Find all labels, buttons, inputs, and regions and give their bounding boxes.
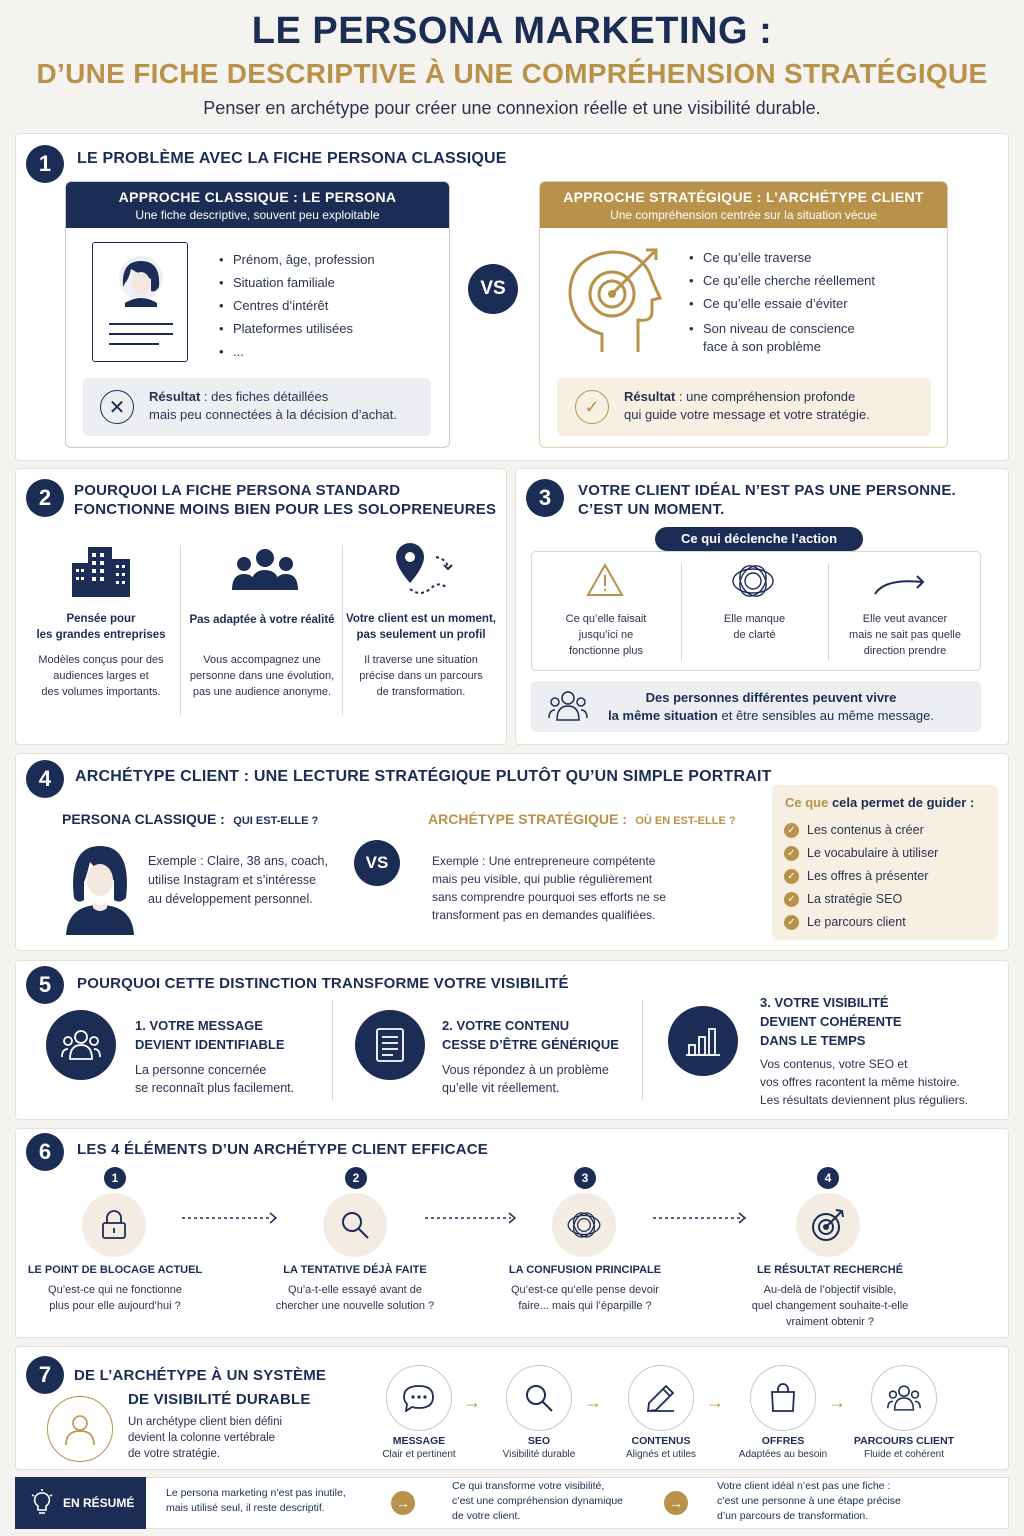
reason-col-3 <box>344 611 498 700</box>
strategic-archetype-head <box>428 811 736 829</box>
woman-avatar-icon <box>60 840 140 935</box>
step-number-badge: 3 <box>574 1167 596 1189</box>
arrow-forward-icon <box>873 572 927 598</box>
reason-col-3-head-2: pas seulement un profil <box>356 629 486 641</box>
desc-line-3: de votre stratégie. <box>128 1448 221 1460</box>
summary-col-2-line-2: c’est une compréhension dynamique <box>452 1495 624 1507</box>
profile-card-icon <box>92 242 188 362</box>
flow-label-4 <box>728 1434 838 1462</box>
list-item: • Prénom, âge, profession <box>219 248 375 271</box>
step-1-line-1: Qu’est-ce qui ne fonctionne <box>48 1284 182 1296</box>
desc-line-2: devient la colonne vertébrale <box>128 1432 276 1444</box>
tangle-icon <box>552 1193 616 1257</box>
list-item <box>784 842 938 865</box>
guide-item: Le vocabulaire à utiliser <box>807 846 939 860</box>
check-icon: ✓ <box>784 823 799 838</box>
result-bold: Résultat <box>624 389 676 404</box>
trigger-pill: Ce qui déclenche l’action <box>655 527 863 551</box>
step-4-text <box>725 1262 935 1330</box>
arrow-circle-icon: → <box>391 1491 415 1515</box>
people-outline-icon <box>871 1365 937 1431</box>
trigger-col-2 <box>683 611 826 643</box>
divider <box>828 563 829 661</box>
benefit-3-text-3: Les résultats deviennent plus réguliers. <box>760 1093 969 1107</box>
guide-item: Les contenus à créer <box>807 823 924 837</box>
section-7-number: 7 <box>26 1356 64 1394</box>
divider <box>681 563 682 661</box>
benefit-3-head-3: DANS LE TEMPS <box>760 1033 866 1048</box>
flow-arrow-icon: → <box>584 1392 602 1412</box>
classic-example <box>148 852 328 909</box>
strategic-example <box>432 852 666 924</box>
section-3-title-1: VOTRE CLIENT IDÉAL N’EST PAS UNE PERSONNE. <box>578 482 956 499</box>
flow-label-2 <box>489 1434 589 1462</box>
section-7-title-1: DE L’ARCHÉTYPE À UN SYSTÈME <box>74 1367 327 1384</box>
trigger-col-1 <box>534 611 678 659</box>
vs-badge: VS <box>354 840 400 886</box>
trigger-col-3-line-2: mais ne sait pas quelle <box>849 629 961 641</box>
page-subtitle: D’UNE FICHE DESCRIPTIVE À UNE COMPRÉHENSION STRATÉGIQUE <box>36 58 988 89</box>
benefit-2-text-2: qu’elle vit réellement. <box>442 1081 560 1095</box>
section-3-title-2: C’EST UN MOMENT. <box>578 501 725 518</box>
classic-approach-sub: Une fiche descriptive, souvent peu exploitable <box>135 208 380 222</box>
classic-persona-head <box>62 811 318 829</box>
benefit-1-head-1: 1. VOTRE MESSAGE <box>135 1018 263 1033</box>
step-3-text <box>485 1262 685 1314</box>
benefit-2-head-1: 2. VOTRE CONTENU <box>442 1018 570 1033</box>
summary-col-2-line-3: de votre client. <box>452 1510 521 1522</box>
summary-label: EN RÉSUMÉ <box>63 1496 135 1510</box>
dashed-arrow <box>182 1211 278 1223</box>
result-bold: Résultat <box>149 389 201 404</box>
x-circle-icon: ✕ <box>100 390 134 424</box>
section-5-number: 5 <box>26 966 64 1004</box>
section-6-title: LES 4 ÉLÉMENTS D’UN ARCHÉTYPE CLIENT EFFICACE <box>77 1141 488 1158</box>
result-line-1: : des fiches détaillées <box>200 389 329 404</box>
list-item: • Ce qu’elle traverse <box>689 246 875 269</box>
flow-text: Adaptées au besoin <box>738 1449 828 1460</box>
reason-col-3-text-2: précise dans un parcours <box>359 670 483 682</box>
benefit-1-text-1: La personne concernée <box>135 1063 267 1077</box>
trigger-col-3 <box>830 611 980 659</box>
strategic-approach-title: APPROCHE STRATÉGIQUE : L’ARCHÉTYPE CLIENT <box>563 189 924 205</box>
step-4-line-2: quel changement souhaite-t-elle <box>751 1300 909 1312</box>
flow-label-3 <box>611 1434 711 1462</box>
reason-col-3-head-1: Votre client est un moment, <box>346 613 496 625</box>
note-line-2: et être sensibles au même message. <box>717 708 934 723</box>
check-icon: ✓ <box>784 846 799 861</box>
strategic-approach-sub: Une compréhension centrée sur la situation vécue <box>610 208 877 222</box>
list-item: • ... <box>219 340 375 363</box>
warning-icon <box>586 563 624 597</box>
guide-title-rest: cela permet de guider : <box>828 795 975 810</box>
section-6-number: 6 <box>26 1133 64 1171</box>
benefit-2-head-2: CESSE D’ÊTRE GÉNÉRIQUE <box>442 1037 619 1052</box>
trigger-col-2-line-2: de clarté <box>733 629 776 641</box>
strategic-example-line-2: mais peu visible, qui publie régulièrement <box>432 872 653 886</box>
section-2-number: 2 <box>26 479 64 517</box>
trigger-col-1-line-1: Ce qu’elle faisait <box>565 613 647 625</box>
step-2-line-2: chercher une nouvelle solution ? <box>275 1300 435 1312</box>
classic-example-line-3: au développement personnel. <box>148 892 313 906</box>
reason-col-1-text-3: des volumes importants. <box>41 686 161 698</box>
step-1-text <box>20 1262 210 1314</box>
benefit-1-text-2: se reconnaît plus facilement. <box>135 1081 295 1095</box>
trigger-col-3-line-1: Elle veut avancer <box>862 613 948 625</box>
divider <box>342 545 343 715</box>
reason-col-2 <box>184 612 340 700</box>
reason-col-3-text-3: de transformation. <box>376 686 466 698</box>
dashed-arrow <box>425 1211 517 1223</box>
strategic-approach-list <box>689 246 875 356</box>
lock-icon <box>82 1193 146 1257</box>
strategic-example-line-4: transforment pas en demandes qualifiées. <box>432 908 656 922</box>
divider <box>180 545 181 715</box>
summary-col-2 <box>452 1479 623 1524</box>
strategic-archetype-label: ARCHÉTYPE STRATÉGIQUE : <box>428 811 627 827</box>
result-line-1: : une compréhension profonde <box>675 389 856 404</box>
list-item <box>784 819 938 842</box>
section-4-title: ARCHÉTYPE CLIENT : UNE LECTURE STRATÉGIQUE PLUTÔT QU’UN SIMPLE PORTRAIT <box>75 768 772 785</box>
tangle-icon <box>729 563 777 599</box>
map-pin-route-icon <box>392 543 454 599</box>
result-line-2: mais peu connectées à la décision d’achat. <box>149 407 397 422</box>
section-3-number: 3 <box>526 479 564 517</box>
strategic-archetype-question: OÙ EN EST-ELLE ? <box>635 815 736 827</box>
summary-col-3-line-2: c’est une personne à une étape précise <box>717 1495 901 1507</box>
benefit-3-head-1: 3. VOTRE VISIBILITÉ <box>760 995 889 1010</box>
benefit-3 <box>760 993 968 1109</box>
people-group-icon <box>46 1010 116 1080</box>
guide-box <box>772 785 998 940</box>
people-outline-icon <box>548 690 588 722</box>
step-3-line-1: Qu’est-ce qu’elle pense devoir <box>511 1284 659 1296</box>
summary-col-1 <box>166 1486 346 1516</box>
step-number-badge: 1 <box>104 1167 126 1189</box>
list-item: • Ce qu’elle essaie d’éviter <box>689 292 875 315</box>
benefit-3-head-2: DEVIENT COHÉRENTE <box>760 1014 902 1029</box>
reason-col-1 <box>24 611 178 700</box>
divider <box>332 1000 333 1100</box>
summary-col-1-line-1: Le persona marketing n’est pas inutile, <box>166 1487 346 1499</box>
step-2-head: LA TENTATIVE DÉJÀ FAITE <box>283 1264 427 1276</box>
reason-col-2-head-1: Pas adaptée à votre réalité <box>189 614 335 626</box>
benefit-2 <box>442 1016 619 1097</box>
reason-col-1-text-1: Modèles conçus pour des <box>38 654 164 666</box>
classic-approach-header <box>66 182 449 228</box>
trigger-col-2-line-1: Elle manque <box>723 613 786 625</box>
trigger-col-1-line-2: jusqu’ici ne <box>578 629 634 641</box>
summary-col-3-line-3: d’un parcours de transformation. <box>717 1510 869 1522</box>
divider <box>642 1000 643 1100</box>
step-3-line-2: faire... mais qui l’éparpille ? <box>518 1300 652 1312</box>
section-2-title-2: FONCTIONNE MOINS BIEN POUR LES SOLOPRENEURES <box>74 501 497 518</box>
result-line-2: qui guide votre message et votre stratégie. <box>624 407 870 422</box>
benefit-1-head-2: DEVIENT IDENTIFIABLE <box>135 1037 285 1052</box>
note-bold: la même situation <box>608 708 718 723</box>
guide-item: Le parcours client <box>807 915 906 929</box>
guide-box-title <box>785 795 974 810</box>
head-target-icon <box>562 242 667 357</box>
step-4-line-3: vraiment obtenir ? <box>785 1316 875 1328</box>
strategic-example-line-3: sans comprendre pourquoi ses efforts ne se <box>432 890 666 904</box>
list-item <box>784 888 938 911</box>
benefit-2-text-1: Vous répondez à un problème <box>442 1063 609 1077</box>
step-number-badge: 2 <box>345 1167 367 1189</box>
list-item: • Plateformes utilisées <box>219 317 375 340</box>
step-4-line-1: Au-delà de l’objectif visible, <box>763 1284 897 1296</box>
flow-head: CONTENUS <box>631 1435 691 1447</box>
flow-text: Alignés et utiles <box>625 1449 697 1460</box>
step-number-badge: 4 <box>817 1167 839 1189</box>
note-line-1: Des personnes différentes peuvent vivre <box>645 690 897 705</box>
classic-example-line-2: utilise Instagram et s’intéresse <box>148 873 317 887</box>
step-1-head: LE POINT DE BLOCAGE ACTUEL <box>27 1264 203 1276</box>
flow-head: PARCOURS CLIENT <box>853 1435 955 1447</box>
group-icon <box>232 548 298 592</box>
reason-col-2-text-1: Vous accompagnez une <box>203 654 321 666</box>
classic-example-line-1: Exemple : Claire, 38 ans, coach, <box>148 854 328 868</box>
page-tagline: Penser en archétype pour créer une connexion réelle et une visibilité durable. <box>203 98 821 118</box>
section-4-number: 4 <box>26 760 64 798</box>
list-item: • Situation familiale <box>219 271 375 294</box>
list-item: • Centres d’intérêt <box>219 294 375 317</box>
check-icon: ✓ <box>784 915 799 930</box>
buildings-icon <box>70 545 132 597</box>
section-7-desc <box>128 1414 282 1462</box>
desc-line-1: Un archétype client bien défini <box>128 1416 283 1428</box>
summary-col-2-line-1: Ce qui transforme votre visibilité, <box>452 1480 605 1492</box>
summary-col-3-line-1: Votre client idéal n’est pas une fiche : <box>717 1480 891 1492</box>
check-circle-icon: ✓ <box>575 390 609 424</box>
section-1-title: LE PROBLÈME AVEC LA FICHE PERSONA CLASSIQUE <box>77 150 507 167</box>
step-1-line-2: plus pour elle aujourd’hui ? <box>49 1300 181 1312</box>
list-item <box>784 865 938 888</box>
classic-approach-list <box>219 248 375 363</box>
benefit-1 <box>135 1016 294 1097</box>
flow-label-5 <box>849 1434 959 1462</box>
strategic-example-line-1: Exemple : Une entrepreneure compétente <box>432 854 656 868</box>
check-icon: ✓ <box>784 892 799 907</box>
pencil-icon <box>628 1365 694 1431</box>
strategic-result-text <box>624 388 870 424</box>
flow-arrow-icon: → <box>706 1392 724 1412</box>
step-3-head: LA CONFUSION PRINCIPALE <box>508 1264 662 1276</box>
same-situation-text <box>596 689 946 725</box>
classic-result-text <box>149 388 397 424</box>
guide-item: Les offres à présenter <box>807 869 929 883</box>
section-7-title-2: DE VISIBILITÉ DURABLE <box>128 1391 311 1408</box>
reason-col-1-text-2: audiences larges et <box>53 670 149 682</box>
summary-col-3 <box>717 1479 901 1524</box>
arrow-circle-icon: → <box>664 1491 688 1515</box>
reason-col-2-text-3: pas une audience anonyme. <box>192 686 332 698</box>
list-item: • Son niveau de conscience <box>689 320 875 338</box>
guide-list <box>784 819 938 934</box>
classic-persona-question: QUI EST-ELLE ? <box>233 815 319 827</box>
trigger-col-1-line-3: fonctionne plus <box>569 645 643 657</box>
strategic-approach-header <box>540 182 947 228</box>
flow-text: Clair et pertinent <box>382 1449 456 1460</box>
step-4-head: LE RÉSULTAT RECHERCHÉ <box>756 1264 904 1276</box>
benefit-3-text-1: Vos contenus, votre SEO et <box>760 1057 908 1071</box>
section-2-title-1: POURQUOI LA FICHE PERSONA STANDARD <box>74 482 401 499</box>
magnifier-icon <box>506 1365 572 1431</box>
flow-head: MESSAGE <box>392 1435 446 1447</box>
shopping-bag-icon <box>750 1365 816 1431</box>
reason-col-3-text-1: Il traverse une situation <box>364 654 478 666</box>
reason-col-1-head-1: Pensée pour <box>66 613 136 625</box>
check-icon: ✓ <box>784 869 799 884</box>
section-1-number: 1 <box>26 145 64 183</box>
flow-label-1 <box>369 1434 469 1462</box>
list-item: • Ce qu’elle cherche réellement <box>689 269 875 292</box>
trigger-col-3-line-3: direction prendre <box>863 645 947 657</box>
reason-col-2-text-2: personne dans une évolution, <box>189 670 335 682</box>
vs-badge: VS <box>468 264 518 314</box>
target-icon <box>796 1193 860 1257</box>
flow-text: Visibilité durable <box>502 1449 576 1460</box>
flow-arrow-icon: → <box>828 1392 846 1412</box>
step-2-text <box>255 1262 455 1314</box>
document-icon <box>355 1010 425 1080</box>
list-item: face à son problème <box>703 339 821 354</box>
lightbulb-icon <box>30 1489 54 1517</box>
reason-col-1-head-2: les grandes entreprises <box>36 629 166 641</box>
flow-head: SEO <box>527 1435 551 1447</box>
guide-item: La stratégie SEO <box>807 892 903 906</box>
flow-arrow-icon: → <box>463 1392 481 1412</box>
speech-bubble-icon <box>386 1365 452 1431</box>
summary-col-1-line-2: mais utilisé seul, il reste descriptif. <box>166 1502 325 1514</box>
classic-approach-title: APPROCHE CLASSIQUE : LE PERSONA <box>118 189 397 205</box>
magnifier-icon <box>323 1193 387 1257</box>
list-item <box>784 911 938 934</box>
bar-chart-icon <box>668 1006 738 1076</box>
user-circle-icon <box>47 1396 113 1462</box>
flow-text: Fluide et cohérent <box>863 1449 945 1460</box>
benefit-3-text-2: vos offres racontent la même histoire. <box>760 1075 960 1089</box>
section-5-title: POURQUOI CETTE DISTINCTION TRANSFORME VOTRE VISIBILITÉ <box>77 975 569 992</box>
dashed-arrow <box>653 1211 747 1223</box>
classic-persona-label: PERSONA CLASSIQUE : <box>62 811 225 827</box>
flow-head: OFFRES <box>761 1435 805 1447</box>
guide-title-gold: Ce que <box>785 795 829 810</box>
page-title: LE PERSONA MARKETING : <box>251 10 773 52</box>
step-2-line-1: Qu’a-t-elle essayé avant de <box>288 1284 422 1296</box>
